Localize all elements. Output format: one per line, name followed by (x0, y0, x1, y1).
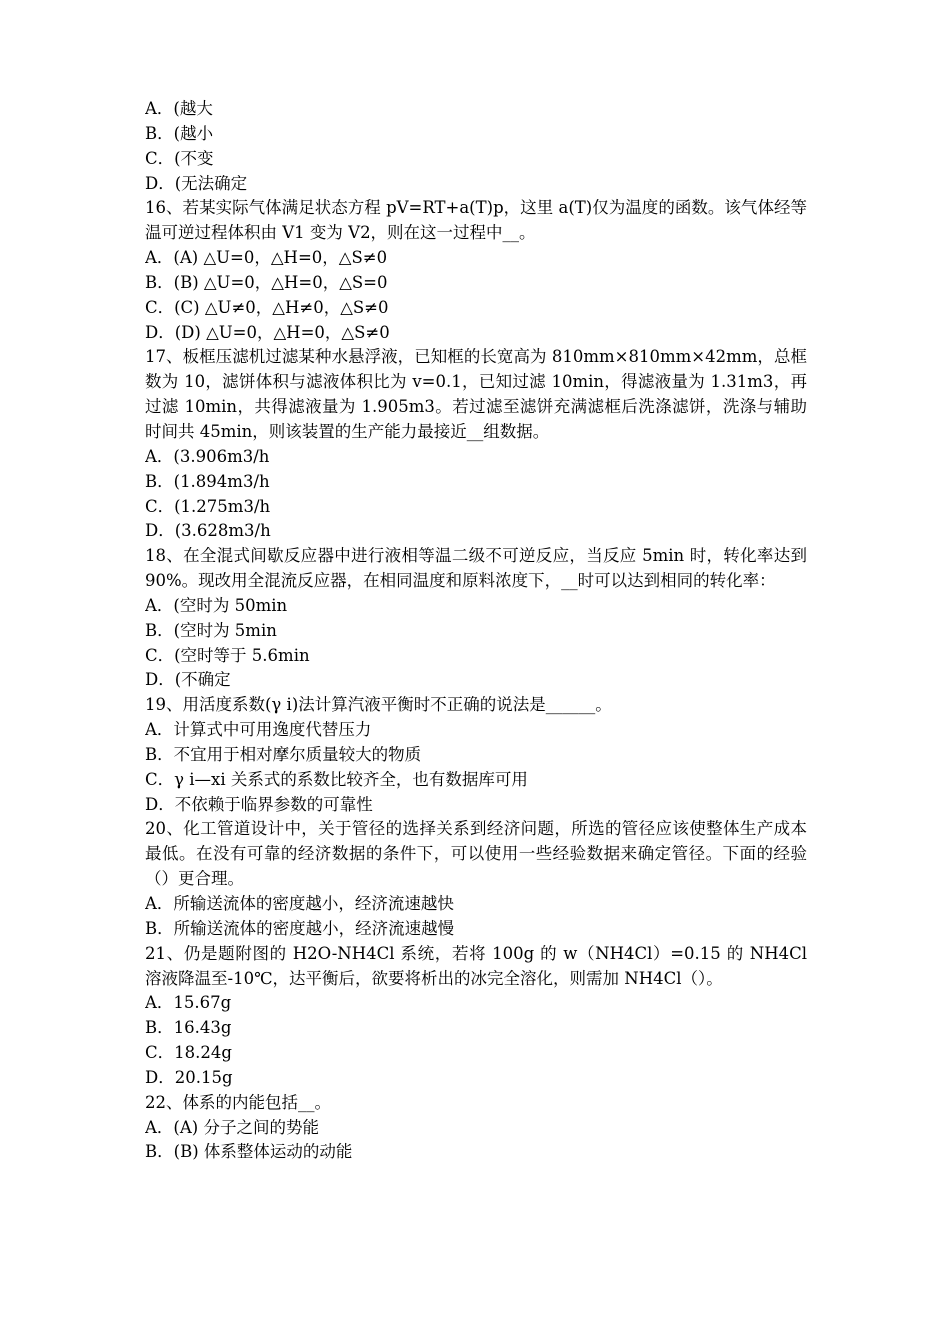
q17-option-a: A．(3.906m3/h (145, 446, 270, 466)
q22-option-b: B．(B) 体系整体运动的动能 (145, 1142, 353, 1162)
q21-option-c: C．18.24g (145, 1043, 232, 1063)
q16-option-b: B．(B) △U=0，△H=0，△S=0 (145, 272, 388, 292)
question-16: 16、若某实际气体满足状态方程 pV=RT+a(T)p，这里 a(T)仅为温度的函数。该气体经等温可逆过程体积由 V1 变为 V2，则在这一过程中__。 (145, 198, 807, 243)
q21-option-a: A．15.67g (145, 993, 232, 1013)
q19-option-d: D．不依赖于临界参数的可靠性 (145, 794, 373, 814)
q17-option-b: B．(1.894m3/h (145, 471, 270, 491)
question-21: 21、仍是题附图的 H2O-NH4Cl 系统，若将 100g 的 w（NH4Cl）=0.15 的 NH4Cl 溶液降温至-10℃，达平衡后，欲要将析出的冰完全溶化，则需加 NH4Cl（）。 (145, 943, 807, 988)
q16-option-c: C．(C) △U≠0，△H≠0，△S≠0 (145, 297, 389, 317)
q19-option-a: A．计算式中可用逸度代替压力 (145, 720, 372, 740)
q17-option-d: D．(3.628m3/h (145, 521, 271, 541)
q18-option-b: B．(空时为 5min (145, 620, 277, 640)
q19-option-c: C．γ i—xi 关系式的系数比较齐全，也有数据库可用 (145, 769, 528, 789)
q22-option-a: A．(A) 分子之间的势能 (145, 1117, 319, 1137)
option-c-line: C．(不变 (145, 148, 214, 168)
option-d-line: D．(无法确定 (145, 173, 248, 193)
q20-option-a: A．所输送流体的密度越小，经济流速越快 (145, 894, 454, 913)
q16-option-d: D．(D) △U=0，△H=0，△S≠0 (145, 322, 390, 342)
q17-option-c: C．(1.275m3/h (145, 496, 271, 516)
question-19: 19、用活度系数(γ i)法计算汽液平衡时不正确的说法是______。 (145, 695, 612, 715)
q18-option-c: C．(空时等于 5.6min (145, 645, 310, 665)
document-page (145, 97, 807, 1165)
option-a-line: A．(越大 (145, 99, 213, 118)
q21-option-d: D．20.15g (145, 1067, 233, 1087)
question-18: 18、在全混式间歇反应器中进行液相等温二级不可逆反应，当反应 5min 时，转化率达到 90%。现改用全混流反应器，在相同温度和原料浓度下，__时可以达到相同的转化率： (145, 546, 807, 591)
q18-option-d: D．(不确定 (145, 670, 231, 690)
question-22: 22、体系的内能包括__。 (145, 1092, 331, 1112)
q19-option-b: B．不宜用于相对摩尔质量较大的物质 (145, 744, 422, 764)
q20-option-b: B．所输送流体的密度越小，经济流速越慢 (145, 918, 455, 938)
option-b-line: B．(越小 (145, 123, 214, 143)
q18-option-a: A．(空时为 50min (145, 595, 288, 615)
q21-option-b: B．16.43g (145, 1018, 232, 1038)
question-17: 17、板框压滤机过滤某种水悬浮液，已知框的长宽高为 810mm×810mm×42mm，总框数为 10，滤饼体积与滤液体积比为 v=0.1，已知过滤 10min，得滤液量为 1.31m3，再过滤 10min，共得滤液量为 1.905m3。若过滤至滤饼充满滤框后洗涤滤饼，洗涤与辅助时间共 45min，则该装置的生产能力最接近__组数据。 (145, 347, 807, 441)
q16-option-a: A．(A) △U=0，△H=0，△S≠0 (145, 248, 388, 268)
question-20: 20、化工管道设计中，关于管径的选择关系到经济问题，所选的管径应该使整体生产成本最低。在没有可靠的经济数据的条件下，可以使用一些经验数据来确定管径。下面的经验（）更合理。 (145, 819, 807, 889)
